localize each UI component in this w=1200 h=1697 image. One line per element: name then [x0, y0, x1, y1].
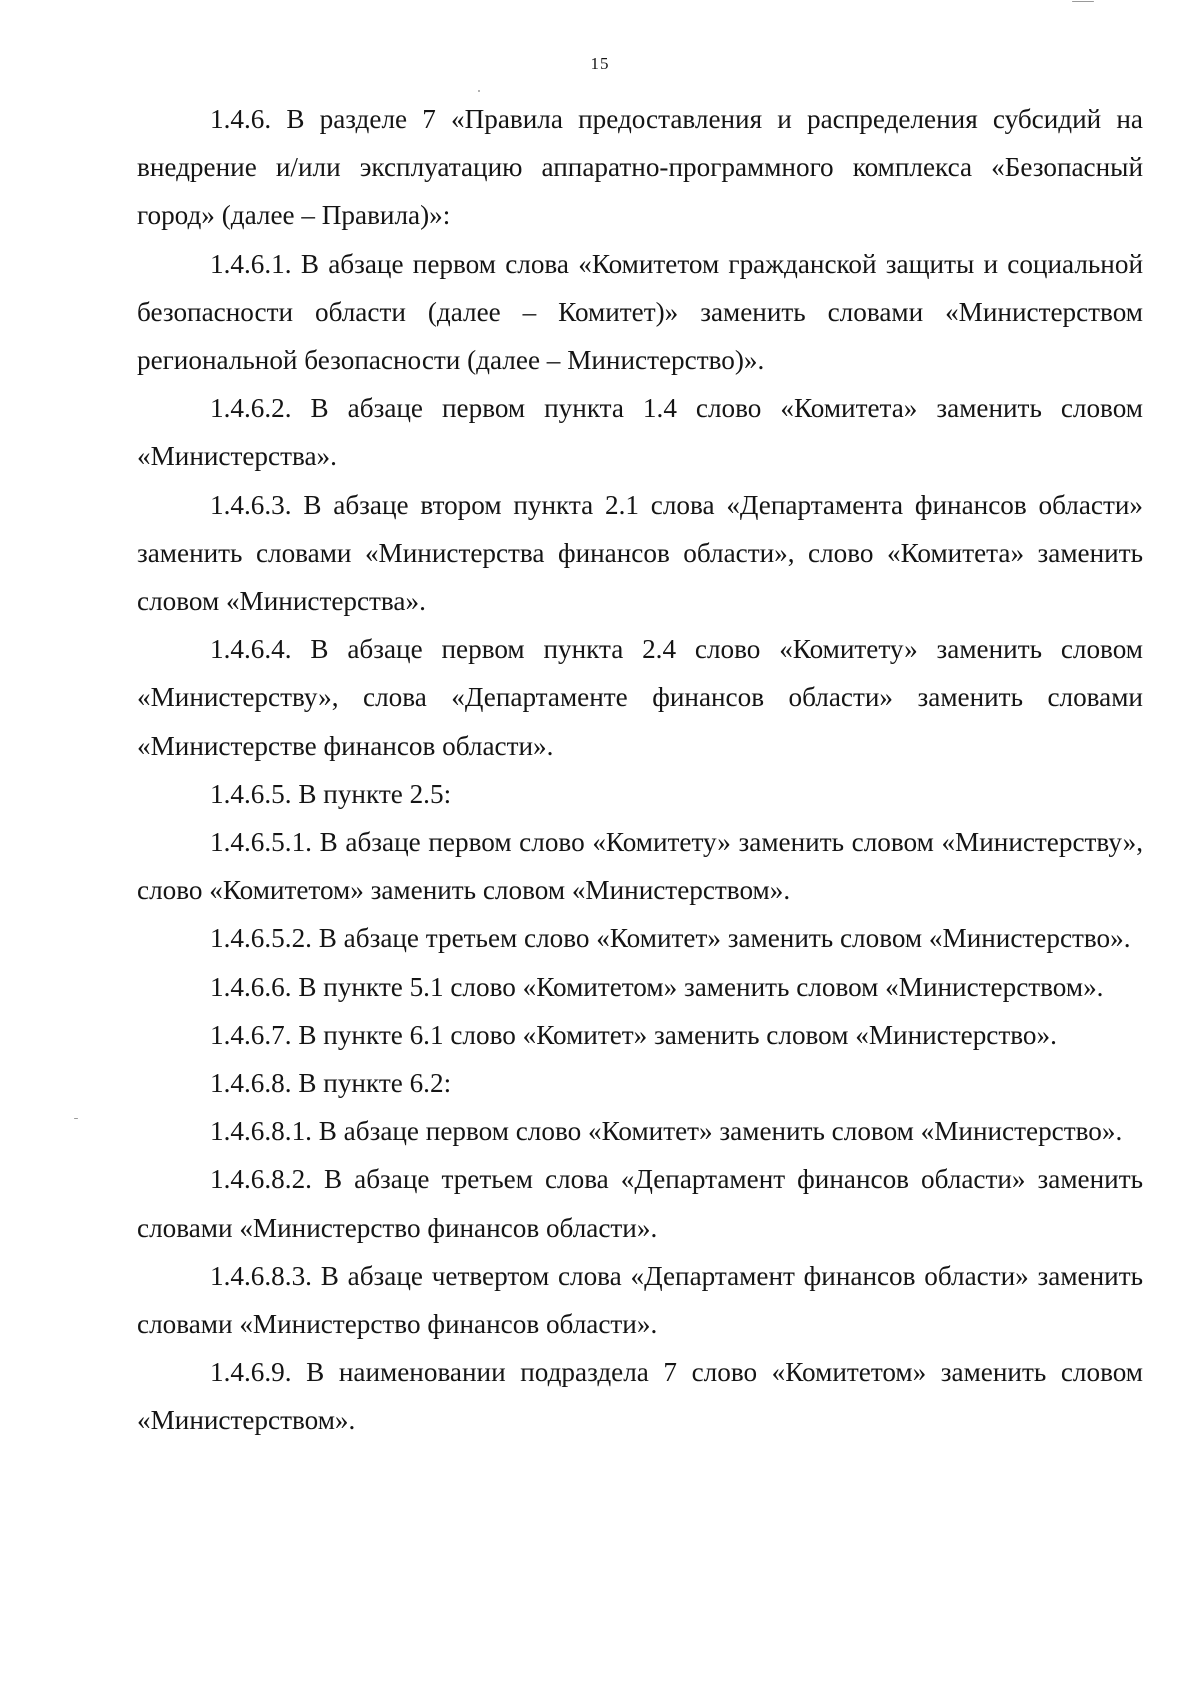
paragraph-1-4-6-8: 1.4.6.8. В пункте 6.2:	[210, 1068, 452, 1099]
scan-speck	[1072, 1, 1094, 2]
paragraph-1-4-6-5-2: 1.4.6.5.2. В абзаце третьем слово «Комитет» заменить словом «Министерство».	[210, 923, 1131, 954]
paragraph-1-4-6-7: 1.4.6.7. В пункте 6.1 слово «Комитет» заменить словом «Министерство».	[210, 1019, 1057, 1050]
scan-speck	[74, 1118, 78, 1119]
page-number: 15	[590, 54, 610, 73]
paragraph-1-4-6-5: 1.4.6.5. В пункте 2.5:	[210, 778, 452, 809]
paragraph-1-4-6-5-1: 1.4.6.5.1. В абзаце первом слово «Комитету» заменить словом «Министерству», слово «Комитетом» заменить словом «Министерством».	[137, 827, 1143, 906]
paragraph-1-4-6-8-1: 1.4.6.8.1. В абзаце первом слово «Комитет» заменить словом «Министерство».	[210, 1116, 1123, 1147]
paragraph-1-4-6-3: 1.4.6.3. В абзаце втором пункта 2.1 слова «Департамента финансов области» заменить словами «Министерства финансов области», слово «Комитета» заменить словом «Министерства».	[137, 489, 1143, 617]
paragraph-1-4-6-4: 1.4.6.4. В абзаце первом пункта 2.4 слово «Комитету» заменить словом «Министерству», слова «Департаменте финансов области» заменить словами «Министерстве финансов области».	[137, 634, 1143, 761]
paragraph-1-4-6-8-2: 1.4.6.8.2. В абзаце третьем слова «Департамент финансов области» заменить словами «Министерство финансов области».	[137, 1164, 1143, 1243]
paragraph-1-4-6-9: 1.4.6.9. В наименовании подраздела 7 слово «Комитетом» заменить словом «Министерством».	[137, 1357, 1143, 1436]
paragraph-1-4-6: 1.4.6. В разделе 7 «Правила предоставления и распределения субсидий на внедрение и/или эксплуатацию аппаратно-программного комплекса «Безопасный город» (далее – Правила)»:	[137, 104, 1143, 231]
scan-speck	[478, 90, 480, 92]
paragraph-1-4-6-1: 1.4.6.1. В абзаце первом слова «Комитетом гражданской защиты и социальной безопасности области (далее – Комитет)» заменить словами «Министерством региональной безопасности (далее – Министерство)».	[137, 248, 1143, 376]
paragraph-1-4-6-8-3: 1.4.6.8.3. В абзаце четвертом слова «Департамент финансов области» заменить словами «Министерство финансов области».	[137, 1260, 1143, 1340]
paragraph-1-4-6-6: 1.4.6.6. В пункте 5.1 слово «Комитетом» заменить словом «Министерством».	[210, 971, 1104, 1002]
paragraph-1-4-6-2: 1.4.6.2. В абзаце первом пункта 1.4 слово «Комитета» заменить словом «Министерства».	[137, 393, 1143, 472]
document-body	[137, 95, 1143, 1445]
